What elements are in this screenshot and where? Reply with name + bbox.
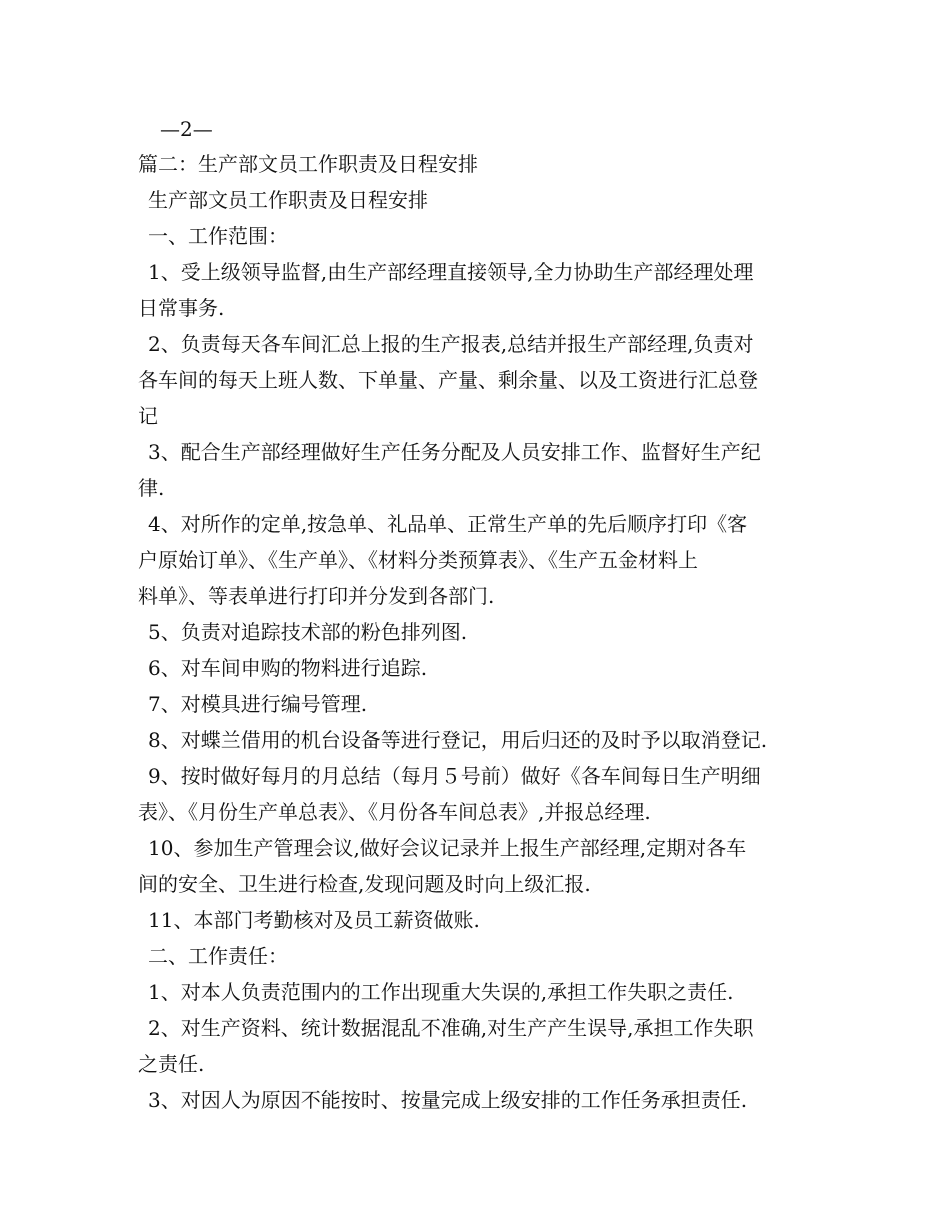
heading-work-responsibility: 二、工作责任：: [148, 944, 288, 968]
page-number: —2—: [160, 117, 213, 141]
scope-item-3-line-2: 律.: [138, 476, 165, 500]
scope-item-4-line-2: 户原始订单》、《生产单》、《材料分类预算表》、《生产五金材料上: [138, 548, 698, 572]
scope-item-7: 7、对模具进行编号管理.: [148, 692, 368, 716]
scope-item-4-line-3: 料单》、等表单进行打印并分发到各部门.: [138, 584, 495, 608]
responsibility-item-3: 3、对因人为原因不能按时、按量完成上级安排的工作任务承担责任.: [148, 1088, 748, 1112]
document-title: 生产部文员工作职责及日程安排: [148, 188, 428, 212]
heading-work-scope: 一、工作范围：: [148, 224, 288, 248]
scope-item-9-line-1: 9、按时做好每月的月总结（每月５号前）做好《各车间每日生产明细: [148, 764, 761, 788]
responsibility-item-2-line-2: 之责任.: [138, 1052, 205, 1076]
scope-item-2-line-1: 2、负责每天各车间汇总上报的生产报表,总结并报生产部经理,负责对: [148, 332, 754, 356]
scope-item-6: 6、对车间申购的物料进行追踪.: [148, 656, 428, 680]
responsibility-item-1: 1、对本人负责范围内的工作出现重大失误的,承担工作失职之责任.: [148, 980, 734, 1004]
scope-item-1-line-1: 1、受上级领导监督,由生产部经理直接领导,全力协助生产部经理处理: [148, 260, 754, 284]
scope-item-1-line-2: 日常事务.: [138, 296, 225, 320]
scope-item-3-line-1: 3、配合生产部经理做好生产任务分配及人员安排工作、监督好生产纪: [148, 440, 761, 464]
scope-item-5: 5、负责对追踪技术部的粉色排列图.: [148, 620, 468, 644]
scope-item-2-line-3: 记: [138, 404, 158, 428]
scope-item-9-line-2: 表》、《月份生产单总表》、《月份各车间总表》,并报总经理.: [138, 800, 651, 824]
document-body: [138, 146, 818, 1118]
scope-item-8: 8、对蝶兰借用的机台设备等进行登记，用后归还的及时予以取消登记.: [148, 728, 768, 752]
scope-item-2-line-2: 各车间的每天上班人数、下单量、产量、剩余量、以及工资进行汇总登: [138, 368, 758, 392]
responsibility-item-2-line-1: 2、对生产资料、统计数据混乱不准确,对生产产生误导,承担工作失职: [148, 1016, 754, 1040]
scope-item-10-line-1: 10、参加生产管理会议,做好会议记录并上报生产部经理,定期对各车: [148, 836, 747, 860]
scope-item-4-line-1: 4、对所作的定单,按急单、礼品单、正常生产单的先后顺序打印《客: [148, 512, 748, 536]
scope-item-10-line-2: 间的安全、卫生进行检查,发现问题及时向上级汇报.: [138, 872, 591, 896]
scope-item-11: 11、本部门考勤核对及员工薪资做账.: [148, 908, 480, 932]
section-title: 篇二：生产部文员工作职责及日程安排: [138, 152, 478, 176]
